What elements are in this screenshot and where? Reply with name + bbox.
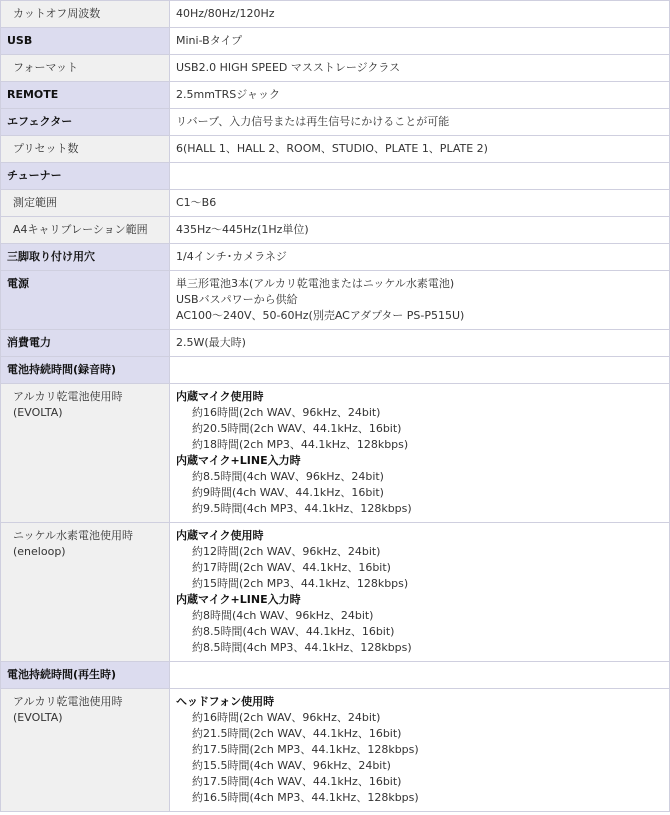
spec-table-body — [1, 1, 670, 812]
spec-label: ニッケル水素電池使用時(eneloop) — [1, 523, 170, 662]
spec-value — [170, 28, 670, 55]
spec-group-heading: ヘッドフォン使用時 — [176, 695, 275, 708]
spec-label: 電池持続時間(再生時) — [1, 662, 170, 689]
spec-group-item: 約18時間(2ch MP3、44.1kHz、128kbps) — [192, 438, 409, 451]
spec-group-item: 約8時間(4ch WAV、96kHz、24bit) — [192, 609, 374, 622]
spec-group-item: 約16時間(2ch WAV、96kHz、24bit) — [192, 406, 381, 419]
spec-row — [1, 163, 670, 190]
spec-row — [1, 109, 670, 136]
spec-group-item: 約20.5時間(2ch WAV、44.1kHz、16bit) — [192, 422, 402, 435]
spec-label: アルカリ乾電池使用時(EVOLTA) — [1, 384, 170, 523]
spec-value-line: Mini-Bタイプ — [176, 34, 243, 47]
spec-group-heading: 内蔵マイク使用時 — [176, 529, 264, 542]
spec-row — [1, 330, 670, 357]
spec-value — [170, 244, 670, 271]
spec-row — [1, 357, 670, 384]
spec-value-line: C1～B6 — [176, 196, 217, 209]
spec-value — [170, 523, 670, 662]
spec-value — [170, 163, 670, 190]
spec-label: プリセット数 — [1, 136, 170, 163]
spec-row — [1, 217, 670, 244]
spec-group-item: 約21.5時間(2ch WAV、44.1kHz、16bit) — [192, 727, 402, 740]
spec-label: チューナー — [1, 163, 170, 190]
spec-label: USB — [1, 28, 170, 55]
spec-value-line: 2.5W(最大時) — [176, 336, 246, 349]
spec-value-line: USBバスパワーから供給 — [176, 293, 298, 306]
spec-group-item: 約16.5時間(4ch MP3、44.1kHz、128kbps) — [192, 791, 419, 804]
spec-row — [1, 271, 670, 330]
spec-group-heading: 内蔵マイク+LINE入力時 — [176, 454, 301, 467]
spec-row — [1, 689, 670, 812]
spec-value-line: 1/4インチ･カメラネジ — [176, 250, 287, 263]
spec-value — [170, 217, 670, 244]
spec-row — [1, 1, 670, 28]
spec-label: フォーマット — [1, 55, 170, 82]
spec-row — [1, 662, 670, 689]
spec-group-item: 約8.5時間(4ch WAV、44.1kHz、16bit) — [192, 625, 395, 638]
spec-row — [1, 136, 670, 163]
spec-row — [1, 523, 670, 662]
spec-label: REMOTE — [1, 82, 170, 109]
spec-label: 消費電力 — [1, 330, 170, 357]
spec-value-line: USB2.0 HIGH SPEED マスストレージクラス — [176, 61, 401, 74]
spec-group-item: 約17.5時間(4ch WAV、44.1kHz、16bit) — [192, 775, 402, 788]
spec-value — [170, 330, 670, 357]
spec-value-line: 435Hz～445Hz(1Hz単位) — [176, 223, 309, 236]
spec-group-item: 約15.5時間(4ch WAV、96kHz、24bit) — [192, 759, 391, 772]
spec-row — [1, 244, 670, 271]
spec-row — [1, 190, 670, 217]
spec-label: エフェクター — [1, 109, 170, 136]
spec-group-heading: 内蔵マイク+LINE入力時 — [176, 593, 301, 606]
spec-value — [170, 689, 670, 812]
spec-value — [170, 136, 670, 163]
spec-row — [1, 384, 670, 523]
spec-value — [170, 384, 670, 523]
spec-label: 電源 — [1, 271, 170, 330]
spec-group-item: 約9.5時間(4ch MP3、44.1kHz、128kbps) — [192, 502, 412, 515]
spec-group-heading: 内蔵マイク使用時 — [176, 390, 264, 403]
spec-value — [170, 55, 670, 82]
spec-row — [1, 82, 670, 109]
spec-value-line: 2.5mmTRSジャック — [176, 88, 281, 101]
spec-group-item: 約9時間(4ch WAV、44.1kHz、16bit) — [192, 486, 384, 499]
spec-value-line: AC100～240V、50-60Hz(別売ACアダプター PS-P515U) — [176, 309, 465, 322]
spec-label: 電池持続時間(録音時) — [1, 357, 170, 384]
spec-group-item: 約12時間(2ch WAV、96kHz、24bit) — [192, 545, 381, 558]
spec-label: カットオフ周波数 — [1, 1, 170, 28]
spec-label: A4キャリブレーション範囲 — [1, 217, 170, 244]
spec-label: 三脚取り付け用穴 — [1, 244, 170, 271]
spec-label: 測定範囲 — [1, 190, 170, 217]
spec-value — [170, 357, 670, 384]
spec-label: アルカリ乾電池使用時(EVOLTA) — [1, 689, 170, 812]
spec-value — [170, 662, 670, 689]
spec-value — [170, 271, 670, 330]
spec-group-item: 約17時間(2ch WAV、44.1kHz、16bit) — [192, 561, 391, 574]
spec-group-item: 約17.5時間(2ch MP3、44.1kHz、128kbps) — [192, 743, 419, 756]
spec-value — [170, 109, 670, 136]
spec-value — [170, 82, 670, 109]
spec-row — [1, 28, 670, 55]
spec-row — [1, 55, 670, 82]
spec-value-line: 6(HALL 1、HALL 2、ROOM、STUDIO、PLATE 1、PLATE 2) — [176, 142, 488, 155]
spec-value-line: リバーブ、入力信号または再生信号にかけることが可能 — [176, 115, 450, 128]
spec-value-line: 40Hz/80Hz/120Hz — [176, 7, 275, 20]
spec-group-item: 約8.5時間(4ch MP3、44.1kHz、128kbps) — [192, 641, 412, 654]
spec-value — [170, 190, 670, 217]
spec-group-item: 約8.5時間(4ch WAV、96kHz、24bit) — [192, 470, 384, 483]
spec-group-item: 約15時間(2ch MP3、44.1kHz、128kbps) — [192, 577, 409, 590]
spec-value — [170, 1, 670, 28]
spec-value-line: 単三形電池3本(アルカリ乾電池またはニッケル水素電池) — [176, 277, 455, 290]
spec-group-item: 約16時間(2ch WAV、96kHz、24bit) — [192, 711, 381, 724]
